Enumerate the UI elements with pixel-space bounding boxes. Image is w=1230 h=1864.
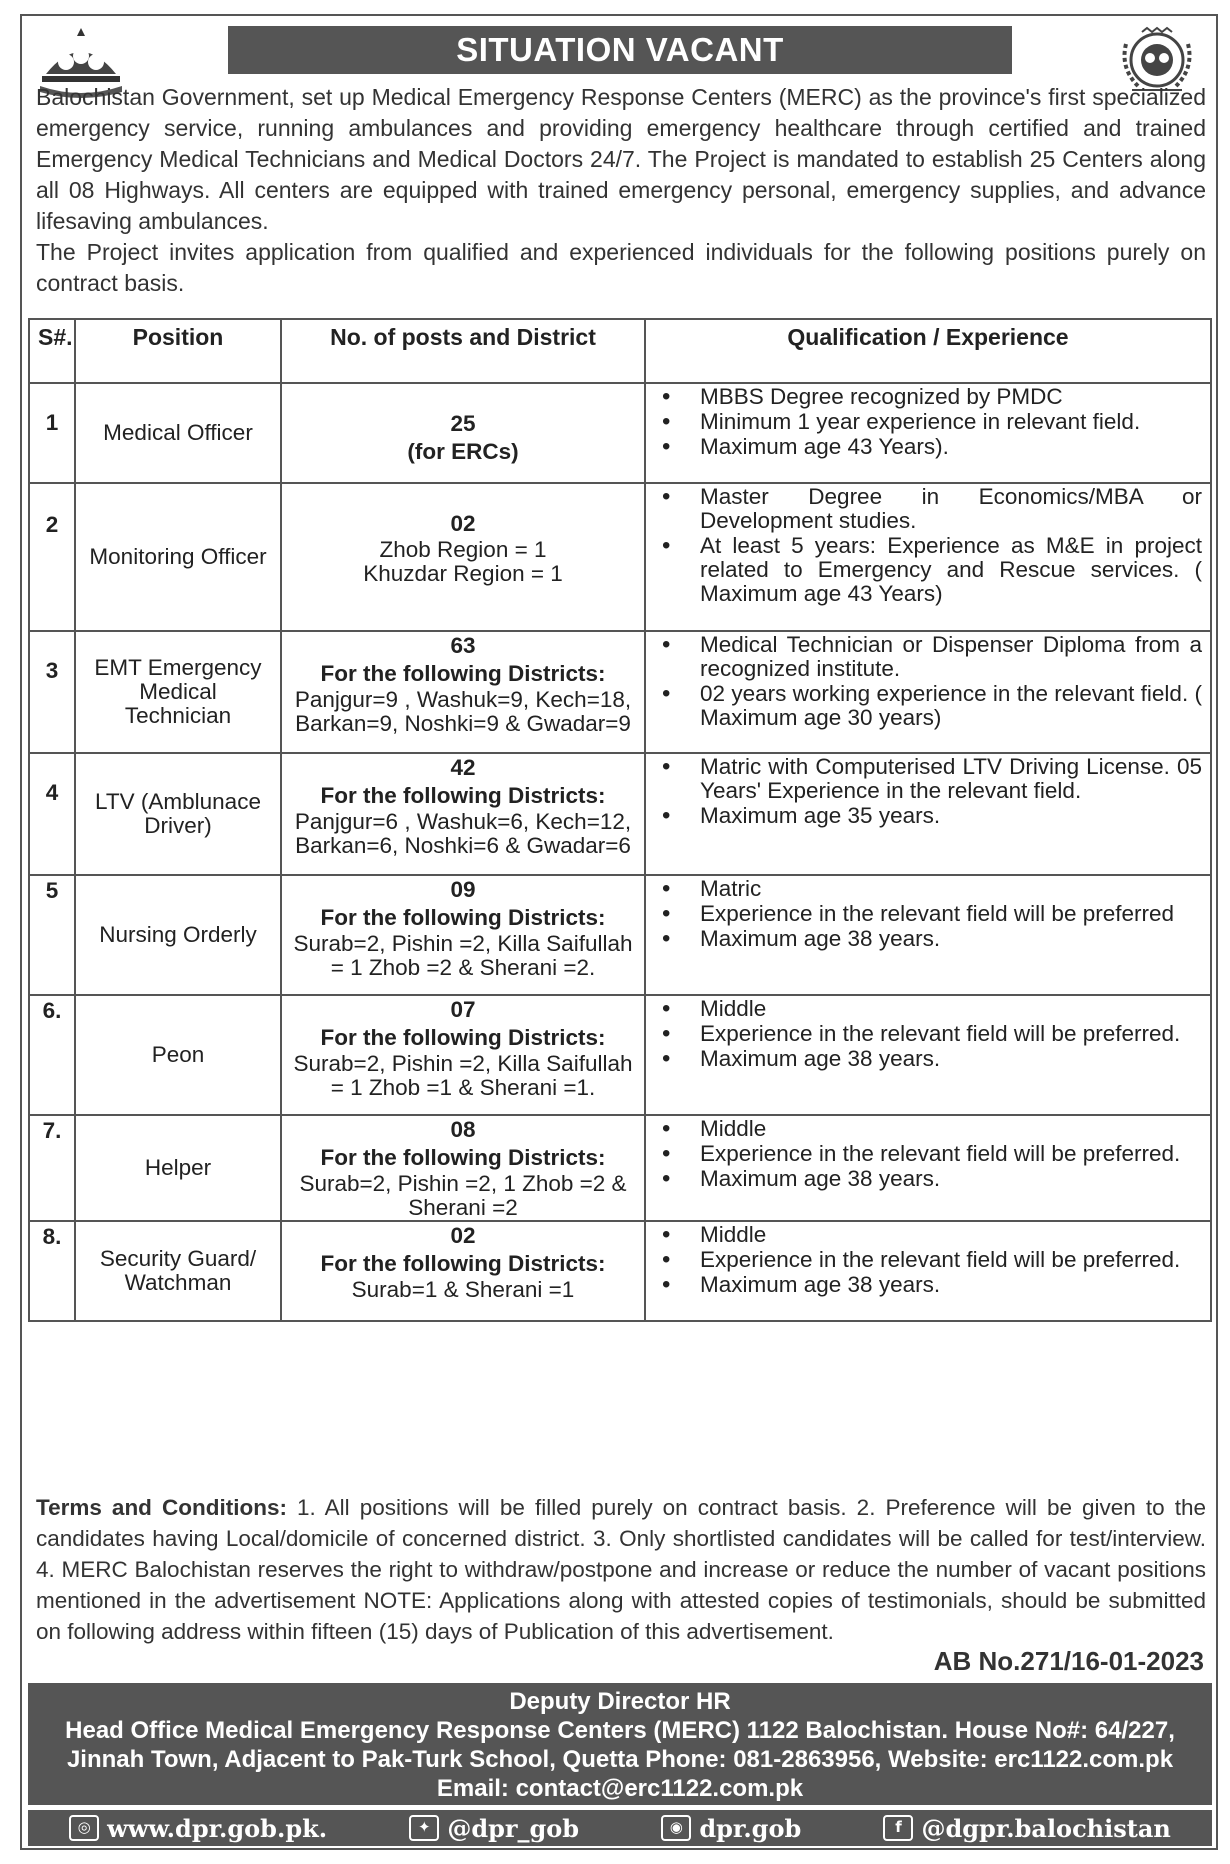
qualification-list [654, 1117, 1202, 1191]
posts-district-heading: For the following Districts: [320, 783, 606, 808]
terms-and-conditions [36, 1492, 1206, 1647]
qualification-experience [645, 1221, 1211, 1321]
posts-count: 25 [450, 411, 476, 436]
serial-number: 2 [29, 483, 75, 631]
footer-line: Jinnah Town, Adjacent to Pak-Turk School, Quetta Phone: 081-2863956, Website: erc1122.com.pk [66, 1746, 1174, 1773]
qualification-item: • Minimum 1 year experience in relevant field. [700, 410, 1202, 434]
posts-count: 08 [450, 1117, 476, 1142]
qualification-item: • MBBS Degree recognized by PMDC [700, 385, 1202, 409]
serial-number: 8. [29, 1221, 75, 1321]
qualification-item: • Matric with Computerised LTV Driving License. 05 Years' Experience in the relevant field. [700, 755, 1202, 803]
position-name: Security Guard/ Watchman [75, 1221, 281, 1321]
position-name: LTV (Amblunace Driver) [75, 753, 281, 875]
posts-count: 63 [450, 633, 476, 658]
posts-district-heading: For the following Districts: [320, 905, 606, 930]
serial-number: 3 [29, 631, 75, 753]
qualification-item: • Middle [700, 1117, 1202, 1141]
social-text: dpr.gob [699, 1813, 802, 1843]
posts-district-detail: Surab=2, Pishin =2, 1 Zhob =2 & Sherani =2 [299, 1171, 627, 1220]
intro-text [36, 82, 1206, 299]
qualification-list [654, 1223, 1202, 1297]
qualification-item: • Maximum age 38 years. [700, 1273, 1202, 1297]
table-row [29, 995, 1211, 1115]
qualification-experience [645, 1115, 1211, 1221]
instagram-icon: ◉ [661, 1815, 691, 1841]
qualification-item: • 02 years working experience in the relevant field. ( Maximum age 30 years) [700, 682, 1202, 730]
qualification-item: • Middle [700, 1223, 1202, 1247]
posts-district-detail: Panjgur=9 , Washuk=9, Kech=18, Barkan=9, Noshki=9 & Gwadar=9 [294, 687, 632, 736]
posts-count: 42 [450, 755, 476, 780]
qualification-item: • Master Degree in Economics/MBA or Development studies. [700, 485, 1202, 533]
globe-icon: ◎ [69, 1815, 99, 1841]
vacancy-table [28, 318, 1212, 1322]
position-name: Nursing Orderly [75, 875, 281, 995]
posts-district-heading: For the following Districts: [320, 1251, 606, 1276]
social-item [661, 1814, 801, 1843]
facebook-icon: f [883, 1815, 913, 1841]
qualification-experience [645, 383, 1211, 483]
social-item [883, 1814, 1170, 1843]
posts-count: 02 [450, 511, 476, 536]
posts-district-detail: Surab=2, Pishin =2, Killa Saifullah = 1 Zhob =2 & Sherani =2. [293, 931, 633, 980]
qualification-item: • Experience in the relevant field will be preferred [700, 902, 1202, 926]
posts-and-district [281, 1115, 645, 1221]
contact-footer [28, 1683, 1212, 1805]
twitter-icon: ✦ [409, 1815, 439, 1841]
qualification-list [654, 633, 1202, 730]
posts-count: 07 [450, 997, 476, 1022]
qualification-experience [645, 753, 1211, 875]
position-name: Helper [75, 1115, 281, 1221]
column-header: Position [75, 319, 281, 383]
position-name: Peon [75, 995, 281, 1115]
footer-line: Deputy Director HR [509, 1688, 731, 1715]
intro-paragraph: The Project invites application from qualified and experienced individuals for the following positions purely on contract basis. [36, 239, 1206, 296]
posts-district-detail: Surab=1 & Sherani =1 [351, 1277, 575, 1302]
qualification-item: • Maximum age 38 years. [700, 1167, 1202, 1191]
qualification-list [654, 997, 1202, 1071]
social-bar [28, 1810, 1212, 1846]
qualification-experience [645, 483, 1211, 631]
intro-paragraph: Balochistan Government, set up Medical Emergency Response Centers (MERC) as the province's first specialized emergency service, running ambulances and providing emergency healthcare through certified and trained Emergency Medical Technicians and Medical Doctors 24/7. The Project is mandated to establish 25 Centers along all 08 Highways. All centers are equipped with trained emergency personal, emergency supplies, and advance lifesaving ambulances. [36, 84, 1206, 234]
social-item [69, 1814, 327, 1843]
serial-number: 1 [29, 383, 75, 483]
serial-number: 5 [29, 875, 75, 995]
qualification-item: • Experience in the relevant field will be preferred. [700, 1022, 1202, 1046]
posts-district-detail: Zhob Region = 1 Khuzdar Region = 1 [363, 537, 563, 586]
qualification-item: • Maximum age 38 years. [700, 1047, 1202, 1071]
qualification-experience [645, 875, 1211, 995]
column-header: S#. [29, 319, 75, 383]
posts-district-heading: For the following Districts: [320, 1025, 606, 1050]
table-row [29, 875, 1211, 995]
posts-district-detail: Panjgur=6 , Washuk=6, Kech=12, Barkan=6, Noshki=6 & Gwadar=6 [294, 809, 632, 858]
posts-district-detail: Surab=2, Pishin =2, Killa Saifullah = 1 Zhob =1 & Sherani =1. [293, 1051, 633, 1100]
qualification-item: • Experience in the relevant field will be preferred. [700, 1142, 1202, 1166]
terms-text: 1. All positions will be filled purely on contract basis. 2. Preference will be given to the candidates having Local/domicile of concerned district. 3. Only shortlisted candidates will be called for test/interview. 4. MERC Balochistan reserves the right to withdraw/postpone and increase or reduce the number of vacant positions mentioned in the advertisement NOTE: Applications along with attested copies of testimonials, should be submitted on following address within fifteen (15) days of Publication of this advertisement. [36, 1495, 1206, 1644]
terms-label: Terms and Conditions: [36, 1495, 287, 1520]
qualification-list [654, 877, 1202, 951]
page-title: SITUATION VACANT [228, 26, 1012, 74]
social-item [409, 1814, 579, 1843]
table-row [29, 631, 1211, 753]
posts-district-heading: (for ERCs) [407, 439, 519, 464]
table-row [29, 1115, 1211, 1221]
qualification-item: • Matric [700, 877, 1202, 901]
qualification-item: • Medical Technician or Dispenser Diploma from a recognized institute. [700, 633, 1202, 681]
posts-count: 02 [450, 1223, 476, 1248]
posts-and-district [281, 483, 645, 631]
table-row [29, 483, 1211, 631]
posts-and-district [281, 383, 645, 483]
qualification-experience [645, 631, 1211, 753]
footer-line: Email: contact@erc1122.com.pk [436, 1775, 804, 1802]
posts-district-heading: For the following Districts: [320, 1145, 606, 1170]
serial-number: 7. [29, 1115, 75, 1221]
qualification-item: • At least 5 years: Experience as M&E in project related to Emergency and Rescue services. ( Maximum age 43 Years) [700, 534, 1202, 606]
table-row [29, 1221, 1211, 1321]
position-name: Medical Officer [75, 383, 281, 483]
footer-line: Head Office Medical Emergency Response Centers (MERC) 1122 Balochistan. House No#: 64/227, [65, 1717, 1175, 1744]
table-row [29, 383, 1211, 483]
qualification-experience [645, 995, 1211, 1115]
posts-district-heading: For the following Districts: [320, 661, 606, 686]
qualification-item: • Maximum age 43 Years). [700, 435, 1202, 459]
qualification-item: • Experience in the relevant field will be preferred. [700, 1248, 1202, 1272]
qualification-item: • Middle [700, 997, 1202, 1021]
social-text: @dgpr.balochistan [921, 1813, 1171, 1843]
position-name: Monitoring Officer [75, 483, 281, 631]
qualification-item: • Maximum age 38 years. [700, 927, 1202, 951]
posts-and-district [281, 753, 645, 875]
advertisement-page [20, 14, 1218, 1850]
qualification-item: • Maximum age 35 years. [700, 804, 1202, 828]
table-header-row [29, 319, 1211, 383]
posts-and-district [281, 875, 645, 995]
qualification-list [654, 385, 1202, 459]
qualification-list [654, 755, 1202, 828]
posts-and-district [281, 995, 645, 1115]
column-header: No. of posts and District [281, 319, 645, 383]
ab-number: AB No.271/16-01-2023 [933, 1646, 1204, 1676]
social-text: @dpr_gob [447, 1813, 580, 1843]
column-header: Qualification / Experience [645, 319, 1211, 383]
social-text: www.dpr.gob.pk. [107, 1813, 328, 1843]
qualification-list [654, 485, 1202, 606]
posts-and-district [281, 1221, 645, 1321]
serial-number: 4 [29, 753, 75, 875]
posts-count: 09 [450, 877, 476, 902]
serial-number: 6. [29, 995, 75, 1115]
position-name: EMT Emergency Medical Technician [75, 631, 281, 753]
table-row [29, 753, 1211, 875]
posts-and-district [281, 631, 645, 753]
